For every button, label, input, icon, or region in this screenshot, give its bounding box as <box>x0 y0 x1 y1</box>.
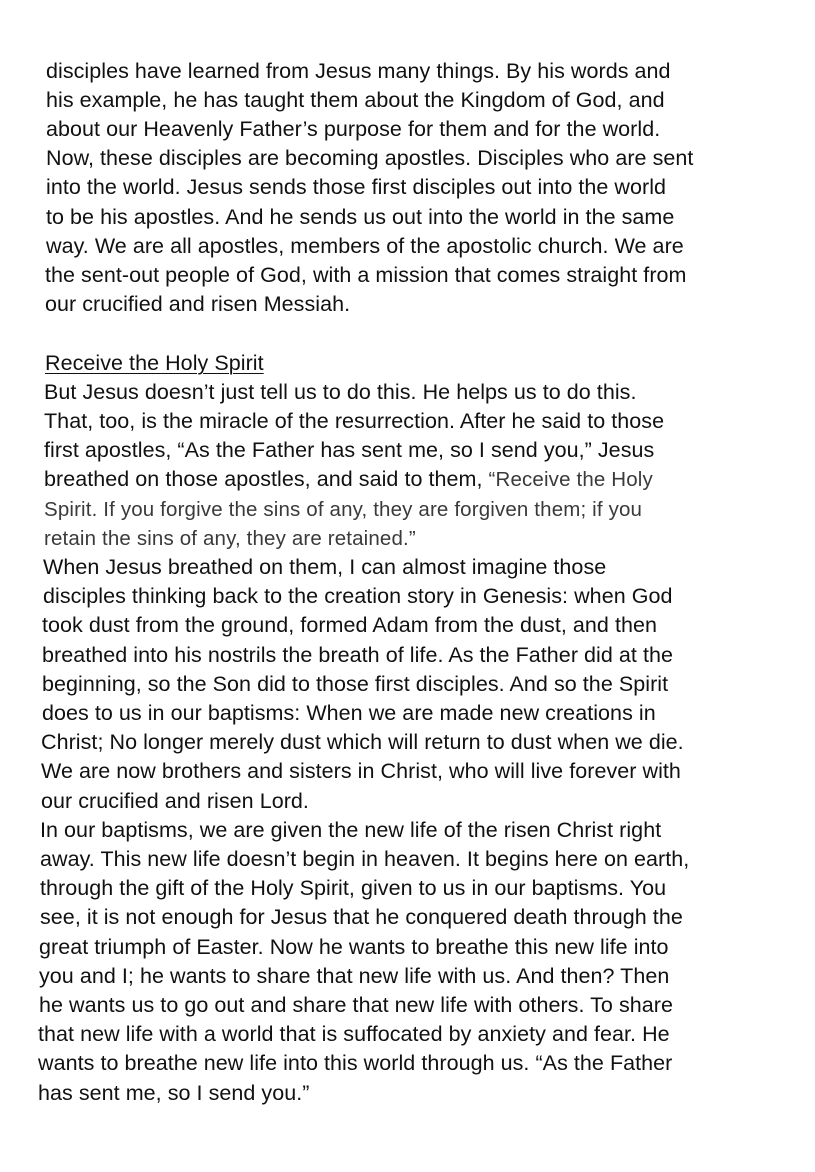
text-line: the sent-out people of God, with a mission that comes straight from <box>45 263 687 287</box>
text-line: took dust from the ground, formed Adam from the dust, and then <box>42 613 657 637</box>
text-line: When Jesus breathed on them, I can almost imagine those <box>43 555 607 579</box>
text-line: way. We are all apostles, members of the apostolic church. We are <box>46 234 684 258</box>
text-line: has sent me, so I send you.” <box>38 1081 310 1105</box>
text-line: our crucified and risen Lord. <box>41 789 309 813</box>
text-line: beginning, so the Son did to those first disciples. And so the Spirit <box>42 672 669 696</box>
text-line: But Jesus doesn’t just tell us to do this. He helps us to do this. <box>44 380 637 404</box>
text-line-start: breathed on those apostles, and said to them, <box>44 467 489 491</box>
text-line: Now, these disciples are becoming apostles. Disciples who are sent <box>46 146 694 170</box>
text-line: our crucified and risen Messiah. <box>45 292 351 316</box>
text-line: Christ; No longer merely dust which will return to dust when we die. <box>41 730 684 754</box>
text-line: disciples thinking back to the creation story in Genesis: when God <box>43 584 673 608</box>
text-line: wants to breathe new life into this world through us. “As the Father <box>38 1051 673 1075</box>
text-line: his example, he has taught them about the Kingdom of God, and <box>46 88 665 112</box>
text-line: That, too, is the miracle of the resurrection. After he said to those <box>44 409 665 433</box>
text-line: into the world. Jesus sends those first disciples out into the world <box>46 175 667 199</box>
quote-line: Spirit. If you forgive the sins of any, they are forgiven them; if you <box>44 498 643 521</box>
text-line: first apostles, “As the Father has sent me, so I send you,” Jesus <box>44 438 655 462</box>
text-line <box>44 465 653 494</box>
text-line: In our baptisms, we are given the new life of the risen Christ right <box>40 818 662 842</box>
text-line: about our Heavenly Father’s purpose for them and for the world. <box>46 117 661 141</box>
text-line: breathed into his nostrils the breath of life. As the Father did at the <box>42 643 674 667</box>
text-line: does to us in our baptisms: When we are made new creations in <box>42 701 656 725</box>
quote-line: retain the sins of any, they are retained.” <box>44 527 416 550</box>
text-line: great triumph of Easter. Now he wants to breathe this new life into <box>39 935 669 959</box>
quote-text: “Receive the Holy <box>488 468 653 491</box>
section-heading: Receive the Holy Spirit <box>45 351 264 375</box>
text-line: that new life with a world that is suffocated by anxiety and fear. He <box>38 1022 670 1046</box>
text-line: see, it is not enough for Jesus that he conquered death through the <box>40 905 683 929</box>
text-line: he wants us to go out and share that new life with others. To share <box>39 993 673 1017</box>
text-line: through the gift of the Holy Spirit, given to us in our baptisms. You <box>40 876 667 900</box>
text-line: to be his apostles. And he sends us out into the world in the same <box>46 205 675 229</box>
text-line: you and I; he wants to share that new life with us. And then? Then <box>39 964 670 988</box>
text-line: We are now brothers and sisters in Christ, who will live forever with <box>41 759 681 783</box>
text-line: away. This new life doesn’t begin in heaven. It begins here on earth, <box>40 847 690 871</box>
text-line: disciples have learned from Jesus many things. By his words and <box>46 59 671 83</box>
